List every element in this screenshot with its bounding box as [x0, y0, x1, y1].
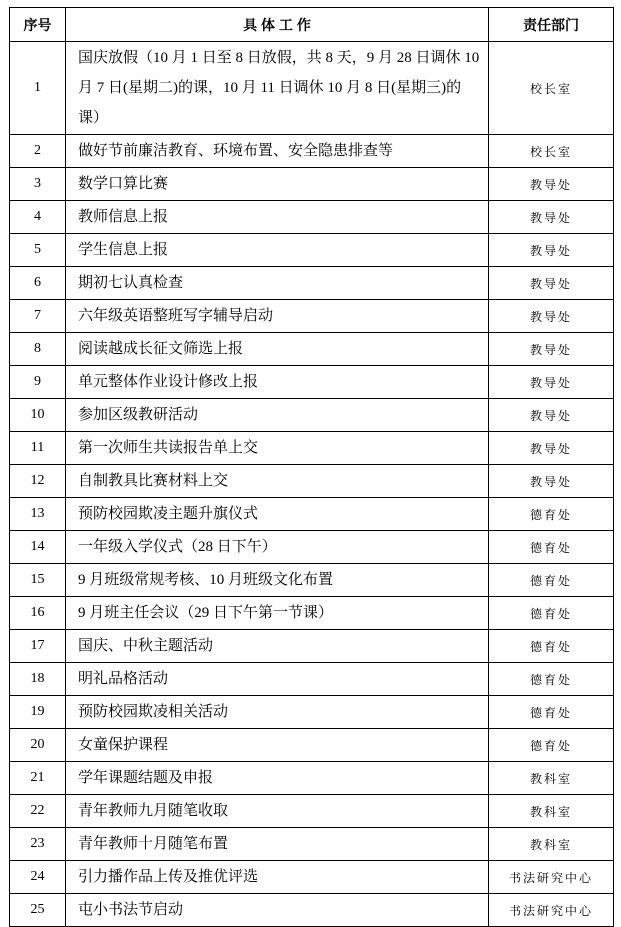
row-index-cell: 23: [10, 828, 66, 861]
row-work-cell: 青年教师九月随笔收取: [66, 795, 489, 828]
row-work-cell: 引力播作品上传及推优评选: [66, 861, 489, 894]
table-row: [10, 267, 614, 300]
table-row: [10, 201, 614, 234]
row-index-cell: 9: [10, 366, 66, 399]
row-department-cell: 德育处: [489, 729, 614, 762]
column-header-department: 责任部门: [489, 8, 614, 42]
row-department-cell: 教导处: [489, 300, 614, 333]
table-row: [10, 795, 614, 828]
row-index-cell: 19: [10, 696, 66, 729]
row-index-cell: 18: [10, 663, 66, 696]
row-index-cell: 14: [10, 531, 66, 564]
row-work-cell: 青年教师十月随笔布置: [66, 828, 489, 861]
header-row: [10, 8, 614, 42]
row-index-cell: 2: [10, 135, 66, 168]
table-row: [10, 333, 614, 366]
row-work-cell: 屯小书法节启动: [66, 894, 489, 927]
row-work-cell: 女童保护课程: [66, 729, 489, 762]
column-header-index: 序号: [10, 8, 66, 42]
table-row: [10, 762, 614, 795]
row-department-cell: 校长室: [489, 135, 614, 168]
row-index-cell: 7: [10, 300, 66, 333]
row-department-cell: 教导处: [489, 333, 614, 366]
row-work-cell: 单元整体作业设计修改上报: [66, 366, 489, 399]
row-department-cell: 教科室: [489, 762, 614, 795]
table-row: [10, 894, 614, 927]
row-index-cell: 1: [10, 42, 66, 135]
row-work-cell: 学生信息上报: [66, 234, 489, 267]
row-department-cell: 德育处: [489, 498, 614, 531]
row-index-cell: 15: [10, 564, 66, 597]
row-index-cell: 17: [10, 630, 66, 663]
row-department-cell: 书法研究中心: [489, 861, 614, 894]
row-work-cell: 学年课题结题及申报: [66, 762, 489, 795]
table-row: [10, 828, 614, 861]
row-work-cell: 一年级入学仪式（28 日下午）: [66, 531, 489, 564]
row-index-cell: 24: [10, 861, 66, 894]
row-work-cell: 明礼品格活动: [66, 663, 489, 696]
row-index-cell: 21: [10, 762, 66, 795]
row-index-cell: 16: [10, 597, 66, 630]
row-index-cell: 5: [10, 234, 66, 267]
table-row: [10, 531, 614, 564]
row-work-cell: 国庆放假（10 月 1 日至 8 日放假，共 8 天，9 月 28 日调休 10 月 7 日(星期二)的课，10 月 11 日调休 10 月 8 日(星期三)的课）: [66, 42, 489, 135]
table-row: [10, 465, 614, 498]
table-row: [10, 729, 614, 762]
row-work-cell: 9 月班主任会议（29 日下午第一节课）: [66, 597, 489, 630]
table-row: [10, 168, 614, 201]
row-work-cell: 自制教具比赛材料上交: [66, 465, 489, 498]
table-row: [10, 564, 614, 597]
row-work-cell: 预防校园欺凌相关活动: [66, 696, 489, 729]
row-index-cell: 3: [10, 168, 66, 201]
row-index-cell: 11: [10, 432, 66, 465]
row-index-cell: 13: [10, 498, 66, 531]
row-department-cell: 德育处: [489, 663, 614, 696]
row-index-cell: 8: [10, 333, 66, 366]
row-work-cell: 9 月班级常规考核、10 月班级文化布置: [66, 564, 489, 597]
row-department-cell: 德育处: [489, 630, 614, 663]
table-row: [10, 696, 614, 729]
row-work-cell: 做好节前廉洁教育、环境布置、安全隐患排查等: [66, 135, 489, 168]
row-department-cell: 教导处: [489, 201, 614, 234]
row-index-cell: 4: [10, 201, 66, 234]
row-index-cell: 12: [10, 465, 66, 498]
row-department-cell: 书法研究中心: [489, 894, 614, 927]
row-department-cell: 教导处: [489, 168, 614, 201]
row-index-cell: 25: [10, 894, 66, 927]
row-work-cell: 教师信息上报: [66, 201, 489, 234]
row-work-cell: 阅读越成长征文筛选上报: [66, 333, 489, 366]
row-work-cell: 国庆、中秋主题活动: [66, 630, 489, 663]
row-work-cell: 数学口算比赛: [66, 168, 489, 201]
row-department-cell: 教导处: [489, 267, 614, 300]
table-row: [10, 42, 614, 135]
row-index-cell: 22: [10, 795, 66, 828]
row-department-cell: 教导处: [489, 432, 614, 465]
table-row: [10, 663, 614, 696]
row-work-cell: 参加区级教研活动: [66, 399, 489, 432]
row-index-cell: 10: [10, 399, 66, 432]
row-work-cell: 预防校园欺凌主题升旗仪式: [66, 498, 489, 531]
row-department-cell: 校长室: [489, 42, 614, 135]
row-department-cell: 德育处: [489, 564, 614, 597]
row-department-cell: 教导处: [489, 465, 614, 498]
row-department-cell: 教导处: [489, 234, 614, 267]
table-row: [10, 861, 614, 894]
row-department-cell: 教科室: [489, 828, 614, 861]
table-row: [10, 366, 614, 399]
row-index-cell: 20: [10, 729, 66, 762]
row-department-cell: 德育处: [489, 597, 614, 630]
table-row: [10, 597, 614, 630]
row-department-cell: 德育处: [489, 696, 614, 729]
row-work-cell: 六年级英语整班写字辅导启动: [66, 300, 489, 333]
table-row: [10, 498, 614, 531]
work-schedule-table: [9, 7, 614, 927]
row-department-cell: 教导处: [489, 366, 614, 399]
table-row: [10, 432, 614, 465]
row-work-cell: 第一次师生共读报告单上交: [66, 432, 489, 465]
row-department-cell: 德育处: [489, 531, 614, 564]
row-department-cell: 教导处: [489, 399, 614, 432]
row-index-cell: 6: [10, 267, 66, 300]
table-row: [10, 234, 614, 267]
table-row: [10, 135, 614, 168]
table-row: [10, 630, 614, 663]
table-row: [10, 300, 614, 333]
row-work-cell: 期初七认真检查: [66, 267, 489, 300]
row-department-cell: 教科室: [489, 795, 614, 828]
column-header-work: 具 体 工 作: [66, 8, 489, 42]
table-row: [10, 399, 614, 432]
